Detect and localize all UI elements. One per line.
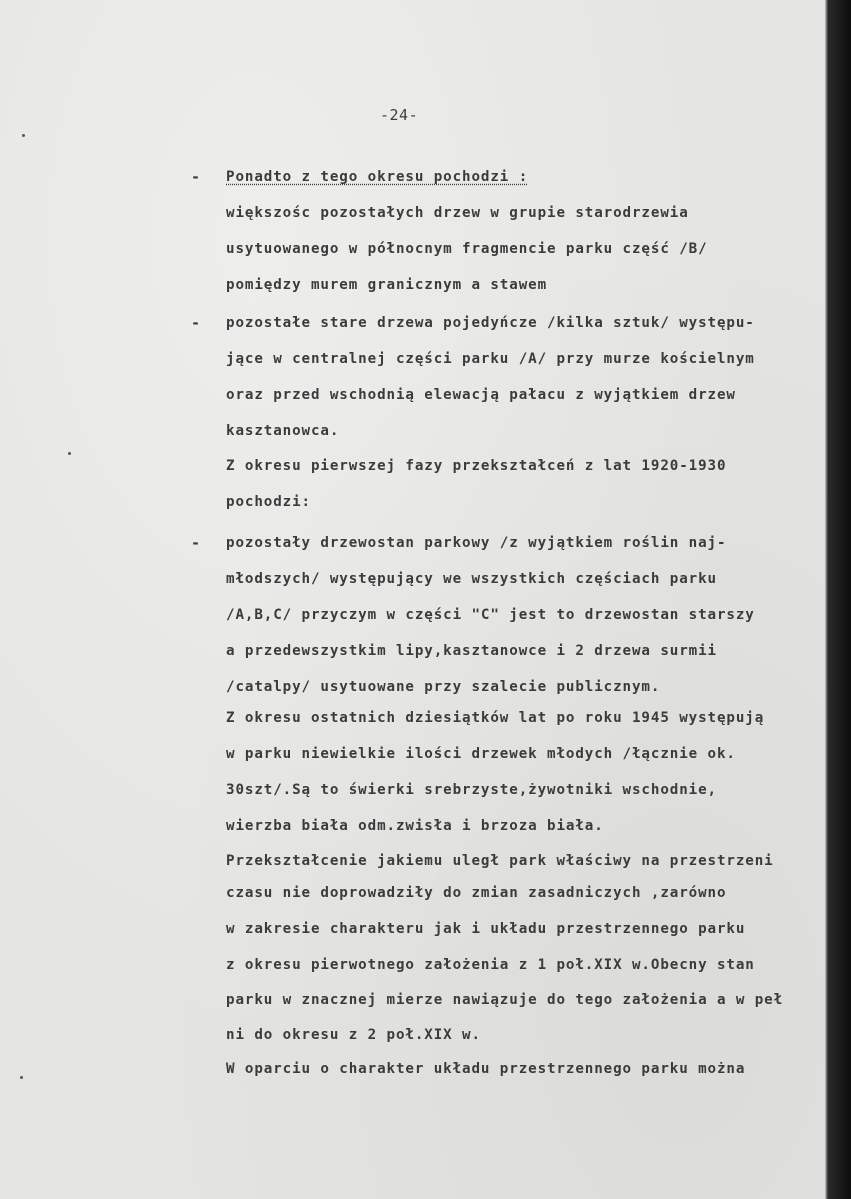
text-line: większośc pozostałych drzew w grupie starodrzewia — [226, 205, 689, 221]
text-line: czasu nie doprowadziły do zmian zasadniczych ,zarówno — [226, 885, 727, 901]
section-heading: Ponadto z tego okresu pochodzi : — [226, 169, 529, 185]
scan-speck — [20, 1076, 23, 1079]
text-line: a przedewszystkim lipy,kasztanowce i 2 drzewa surmii — [226, 643, 717, 659]
text-line: kasztanowca. — [226, 423, 340, 439]
text-line: parku w znacznej mierze nawiązuje do tego założenia a w peł — [226, 992, 784, 1008]
text-line: usytuowanego w północnym fragmencie parku część /B/ — [226, 241, 708, 257]
text-line: pochodzi: — [226, 494, 311, 510]
list-dash: - — [191, 168, 201, 186]
text-line: jące w centralnej części parku /A/ przy murze kościelnym — [226, 351, 755, 367]
text-line: /A,B,C/ przyczym w części "C" jest to drzewostan starszy — [226, 607, 755, 623]
list-dash: - — [191, 534, 201, 552]
text-line: pozostałe stare drzewa pojedyńcze /kilka sztuk/ występu- — [226, 315, 755, 331]
text-line: Przekształcenie jakiemu uległ park właściwy na przestrzeni — [226, 853, 774, 869]
text-line: w zakresie charakteru jak i układu przestrzennego parku — [226, 921, 746, 937]
text-line: wierzba biała odm.zwisła i brzoza biała. — [226, 818, 604, 834]
text-line: młodszych/ występujący we wszystkich częściach parku — [226, 571, 717, 587]
text-line: /catalpy/ usytuowane przy szalecie publicznym. — [226, 679, 661, 695]
text-line: ni do okresu z 2 poł.XIX w. — [226, 1027, 481, 1043]
text-line: pomiędzy murem granicznym a stawem — [226, 277, 548, 293]
list-dash: - — [191, 314, 201, 332]
text-line: oraz przed wschodnią elewacją pałacu z wyjątkiem drzew — [226, 387, 736, 403]
text-line: pozostały drzewostan parkowy /z wyjątkiem roślin naj- — [226, 535, 727, 551]
text-line: Z okresu ostatnich dziesiątków lat po roku 1945 występują — [226, 710, 765, 726]
text-line: W oparciu o charakter układu przestrzennego parku można — [226, 1061, 746, 1077]
scan-speck — [68, 452, 71, 455]
scan-border — [825, 0, 851, 1199]
text-line: z okresu pierwotnego założenia z 1 poł.XIX w.Obecny stan — [226, 957, 755, 973]
page-number: -24- — [380, 106, 419, 124]
text-line: w parku niewielkie ilości drzewek młodych /łącznie ok. — [226, 746, 736, 762]
scan-speck — [22, 134, 25, 137]
text-line: Z okresu pierwszej fazy przekształceń z lat 1920-1930 — [226, 458, 727, 474]
text-line: 30szt/.Są to świerki srebrzyste,żywotniki wschodnie, — [226, 782, 717, 798]
